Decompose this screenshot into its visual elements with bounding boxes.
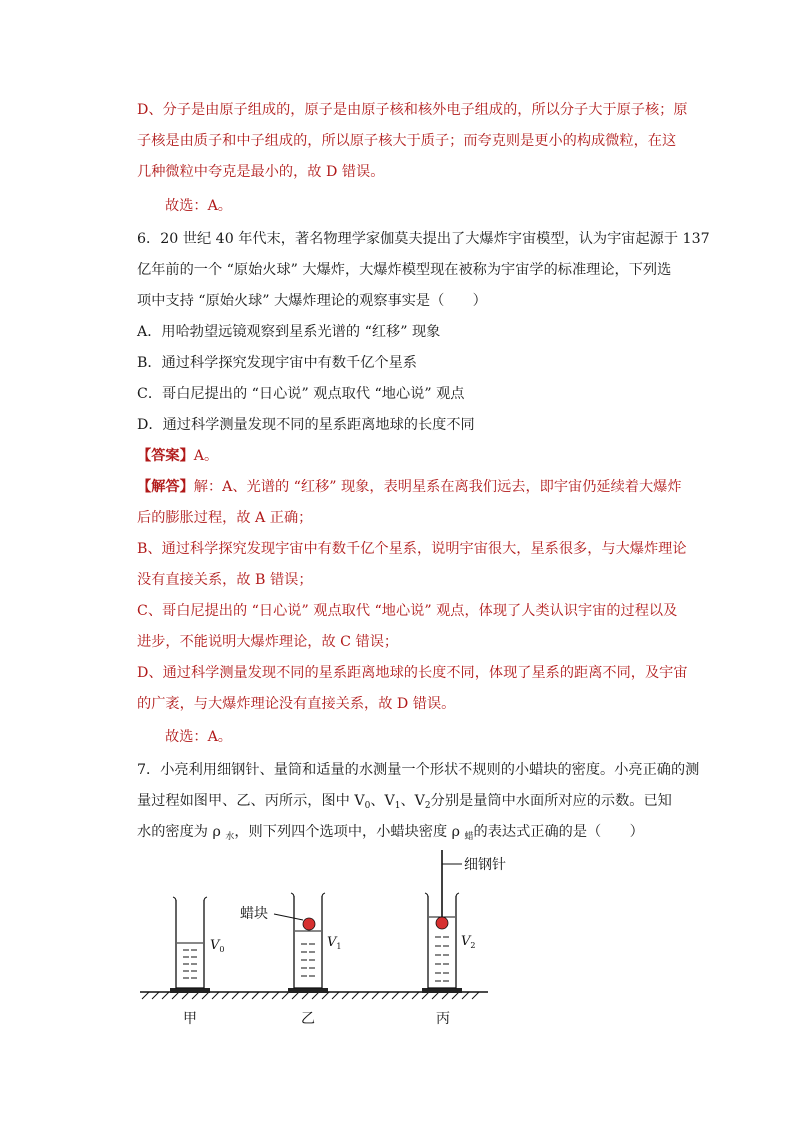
subscript-2: 2 — [424, 801, 431, 811]
subscript-0: 0 — [364, 801, 371, 811]
subscript-wax: 蜡 — [464, 832, 474, 842]
caption-bing: 丙 — [436, 1011, 450, 1027]
q7-stem-text: ，则下列四个选项中，小蜡块密度 ρ — [234, 824, 465, 840]
cylinder-figure — [120, 848, 506, 1038]
v1-label: $V_1$ — [327, 935, 342, 951]
cylinder-bing — [422, 850, 506, 1027]
prev-answer-choice: 故选：A。 — [165, 198, 232, 214]
q7-stem-text: 、V — [370, 793, 395, 809]
v2-label: $V_2$ — [461, 934, 476, 950]
q6-answer — [137, 446, 218, 466]
q7-stem-text: 分别是量筒中水面所对应的示数。已知 — [430, 793, 672, 809]
q6-stem-line1: 6．20 世纪 40 年代末，著名物理学家伽莫夫提出了大爆炸宇宙模型，认为宇宙起源于 137 — [137, 231, 710, 247]
q7-stem-line2 — [137, 791, 672, 816]
q6-explain-line1 — [137, 477, 682, 497]
q7-stem-line1: 7．小亮利用细钢针、量筒和适量的水测量一个形状不规则的小蜡块的密度。小亮正确的测 — [137, 762, 700, 778]
prev-answer-d-line1: D、分子是由原子组成的，原子是由原子核和核外电子组成的，所以分子大于原子核；原 — [137, 102, 688, 118]
cylinder-yi — [240, 893, 341, 1027]
answer-value: A。 — [193, 448, 219, 464]
q6-option-b: B．通过科学探究发现宇宙中有数千亿个星系 — [137, 355, 417, 371]
q6-c-line1: C、哥白尼提出的 “日心说” 观点取代 “地心说” 观点，体现了人类认识宇宙的过程以及 — [137, 603, 678, 619]
q6-stem-line3: 项中支持 “原始火球” 大爆炸理论的观察事实是（ ） — [137, 293, 487, 309]
table-surface — [140, 992, 488, 999]
needle-label: 细钢针 — [464, 857, 506, 873]
q6-b-line2: 没有直接关系，故 B 错误； — [137, 572, 313, 588]
prev-answer-d-line3: 几种微粒中夸克是最小的，故 D 错误。 — [137, 164, 385, 180]
v0-label: $V_0$ — [210, 938, 225, 954]
wax-block — [303, 918, 315, 930]
q6-explain-line2: 后的膨胀过程，故 A 正确； — [137, 510, 313, 526]
wax-label: 蜡块 — [240, 906, 268, 922]
explain-tag: 【解答】 — [137, 479, 194, 495]
q7-stem-text: 水的密度为 ρ — [137, 824, 226, 840]
q6-d-line1: D、通过科学测量发现不同的星系距离地球的长度不同，体现了星系的距离不同，及宇宙 — [137, 665, 688, 681]
prev-answer-d-line2: 子核是由质子和中子组成的，所以原子核大于质子；而夸克则是更小的构成微粒，在这 — [137, 133, 677, 149]
caption-yi: 乙 — [301, 1011, 315, 1027]
q7-stem-text: 量过程如图甲、乙、丙所示，图中 V — [137, 793, 365, 809]
q6-choice: 故选：A。 — [165, 729, 232, 745]
q6-option-d: D．通过科学测量发现不同的星系距离地球的长度不同 — [137, 417, 475, 433]
q7-stem-line3 — [137, 822, 644, 847]
q6-c-line2: 进步，不能说明大爆炸理论，故 C 错误； — [137, 634, 399, 650]
q7-stem-text: 的表达式正确的是（ ） — [473, 824, 644, 840]
subscript-water: 水 — [225, 832, 235, 842]
q6-b-line1: B、通过科学探究发现宇宙中有数千亿个星系，说明宇宙很大，星系很多，与大爆炸理论 — [137, 541, 687, 557]
subscript-1: 1 — [394, 801, 401, 811]
answer-tag: 【答案】 — [137, 448, 194, 464]
q6-stem-line2: 亿年前的一个 “原始火球” 大爆炸，大爆炸模型现在被称为宇宙学的标准理论，下列选 — [137, 262, 672, 278]
wax-block-submerged — [436, 917, 448, 929]
cylinder-jia — [170, 897, 224, 1027]
q6-d-line2: 的广袤，与大爆炸理论没有直接关系，故 D 错误。 — [137, 696, 456, 712]
q6-option-a: A．用哈勃望远镜观察到星系光谱的 “红移” 现象 — [137, 324, 441, 340]
explain-text: 解：A、光谱的 “红移” 现象，表明星系在离我们远去，即宇宙仍延续着大爆炸 — [193, 479, 682, 495]
q7-stem-text: 、V — [400, 793, 425, 809]
caption-jia: 甲 — [183, 1011, 197, 1027]
q6-option-c: C．哥白尼提出的 “日心说” 观点取代 “地心说” 观点 — [137, 386, 465, 402]
